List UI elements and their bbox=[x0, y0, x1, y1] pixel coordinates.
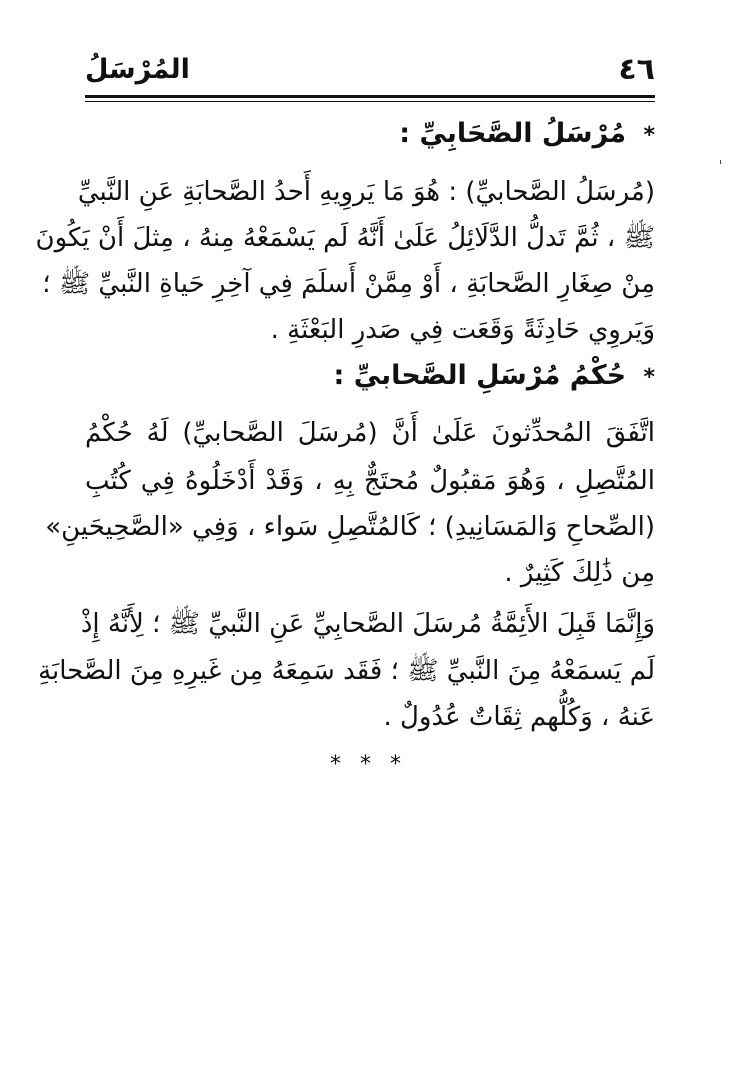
text-line: وَيَروِي حَادِثَةً وَقَعَت فِي صَدرِ البَعْثَةِ . bbox=[270, 315, 655, 345]
section-heading-mursal-sahabi bbox=[399, 118, 655, 149]
section-heading-hukm bbox=[334, 360, 655, 391]
text-line: وَإِنَّمَا قَبِلَ الأَئِمَّةُ مُرسَلَ الصَّحابِيِّ عَنِ النَّبيِّ ﷺ ؛ لِأَنَّهُ إِذْ bbox=[80, 609, 655, 639]
header-rule-thick bbox=[85, 95, 655, 98]
text-line: عَنهُ ، وَكُلُّهم ثِقَاتٌ عُدُولٌ . bbox=[383, 702, 655, 732]
text-line: مِنْ صِغَارِ الصَّحابَةِ ، أَوْ مِمَّنْ أَسلَمَ فِي آخِرِ حَياةِ النَّبيِّ ﷺ ؛ bbox=[42, 269, 655, 299]
scan-speck bbox=[720, 160, 721, 164]
text-line: لَم يَسمَعْهُ مِنَ النَّبيِّ ﷺ ؛ فَقَد سَمِعَهُ مِن غَيرِهِ مِنَ الصَّحابَةِ bbox=[38, 656, 655, 686]
page-number: ٤٦ bbox=[618, 52, 655, 87]
text-line: اتَّفَقَ المُحدِّثونَ عَلَىٰ أَنَّ (مُرسَلَ الصَّحابيِّ) لَهُ حُكْمُ bbox=[85, 418, 655, 448]
section-heading-text: مُرْسَلُ الصَّحَابِيِّ : bbox=[399, 118, 627, 149]
section-divider: * * * bbox=[330, 752, 407, 777]
page-header bbox=[85, 52, 655, 92]
asterisk-icon: * bbox=[643, 365, 655, 390]
asterisk-icon: * bbox=[643, 123, 655, 148]
section-heading-text: حُكْمُ مُرْسَلِ الصَّحابيِّ : bbox=[333, 360, 627, 391]
text-line: (الصِّحاحِ وَالمَسَانِيدِ) ؛ كَالمُتَّصِلِ سَواء ، وَفِي «الصَّحِيحَينِ» bbox=[45, 512, 655, 542]
header-rule-thin bbox=[85, 101, 655, 102]
text-line: ﷺ ، ثُمَّ تَدلُّ الدَّلَائِلُ عَلَىٰ أَنَّهُ لَم يَسْمَعْهُ مِنهُ ، مِثلَ أَنْ يَكُونَ bbox=[35, 223, 655, 253]
text-line: المُتَّصِلِ ، وَهُوَ مَقبُولٌ مُحتَجٌّ بِهِ ، وَقَدْ أَدْخَلُوهُ فِي كُتُبِ bbox=[85, 466, 655, 496]
text-line: مِن ذَٰلِكَ كَثِيرٌ . bbox=[504, 558, 655, 588]
running-title: المُرْسَلُ bbox=[85, 54, 190, 85]
text-line: (مُرسَلُ الصَّحابيِّ) : هُوَ مَا يَروِيهِ أَحدُ الصَّحابَةِ عَنِ النَّبيِّ bbox=[77, 177, 655, 207]
